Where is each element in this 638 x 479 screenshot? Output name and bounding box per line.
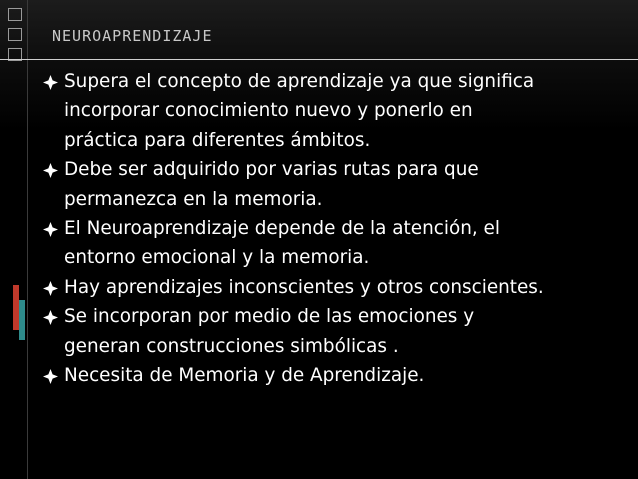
decorative-teal-bar (19, 300, 25, 340)
bullet-text: Supera el concepto de aprendizaje ya que significa incorporar conocimiento nuevo y ponerlo en práctica para diferentes ámbitos. (64, 71, 535, 151)
four-point-star-icon (43, 222, 58, 237)
bullet-item (40, 273, 630, 302)
title-divider (0, 59, 638, 60)
decorative-side-strip (0, 0, 27, 479)
four-point-star-icon (43, 310, 58, 325)
bullet-item (40, 155, 630, 214)
bullet-item (40, 302, 630, 361)
bullet-text: Se incorporan por medio de las emociones y generan construcciones simbólicas . (64, 306, 475, 357)
bullet-item (40, 361, 630, 390)
decorative-square (8, 8, 22, 21)
bullet-text: Necesita de Memoria y de Aprendizaje. (64, 365, 425, 387)
bullet-text: El Neuroaprendizaje depende de la atención, el entorno emocional y la memoria. (64, 218, 500, 269)
bullet-text: Debe ser adquirido por varias rutas para que permanezca en la memoria. (64, 159, 479, 210)
bullet-item (40, 214, 630, 273)
decorative-square (8, 28, 22, 41)
bullet-text: Hay aprendizajes inconscientes y otros conscientes. (64, 276, 544, 298)
bullet-list (40, 67, 630, 390)
four-point-star-icon (43, 163, 58, 178)
four-point-star-icon (43, 369, 58, 384)
four-point-star-icon (43, 281, 58, 296)
four-point-star-icon (43, 75, 58, 90)
bullet-item (40, 67, 630, 155)
slide-title: NEUROAPRENDIZAJE (52, 27, 213, 45)
vertical-divider (27, 0, 28, 479)
